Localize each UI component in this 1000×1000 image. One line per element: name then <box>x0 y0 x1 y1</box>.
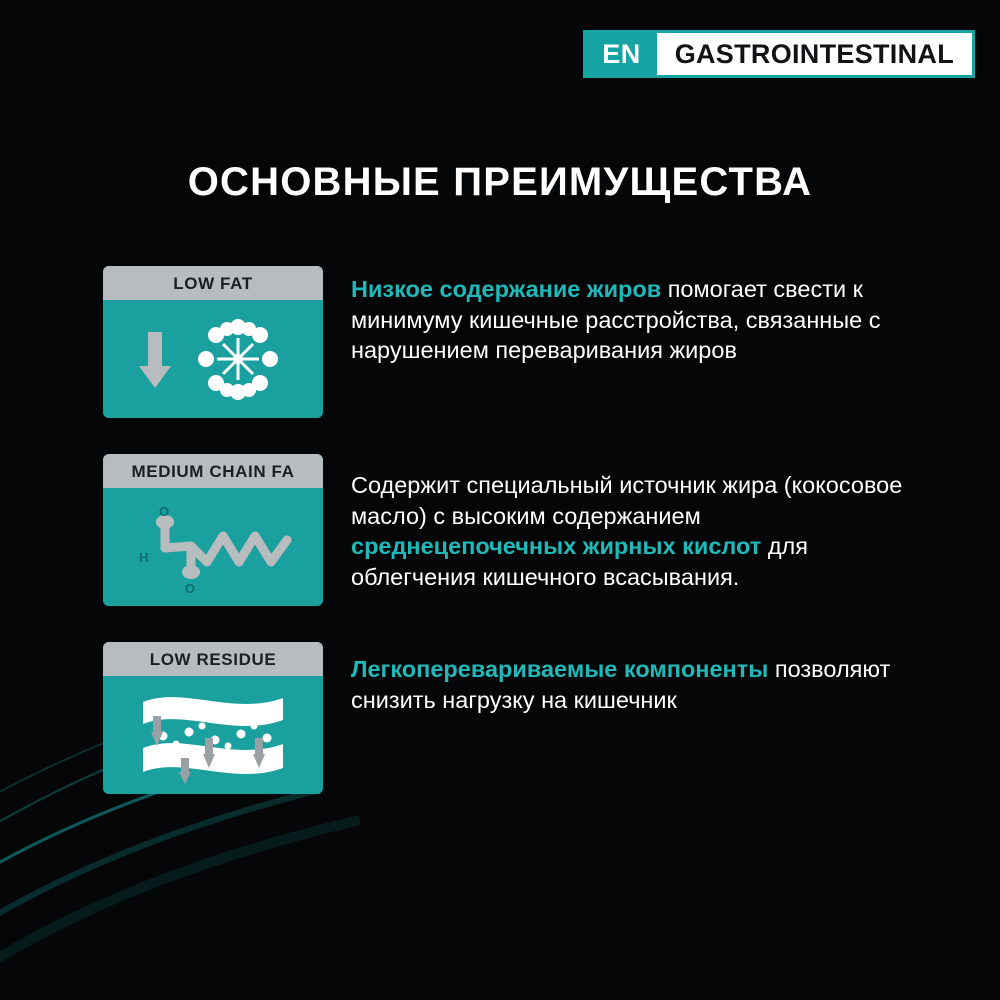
benefit-tile-medium-chain-fa <box>103 454 323 606</box>
chain-label-o-top: O <box>159 504 170 519</box>
benefit-tile-low-residue <box>103 642 323 794</box>
tile-label: LOW RESIDUE <box>103 642 323 676</box>
benefit-text <box>351 642 931 715</box>
tile-label: LOW FAT <box>103 266 323 300</box>
benefit-rest: для облегчения кишечного всасывания. <box>351 533 808 590</box>
benefit-highlight: Низкое содержание жиров <box>351 276 662 302</box>
benefit-rest: помогает свести к минимуму кишечные расстройства, связанные с нарушением переваривания жиров <box>351 276 881 364</box>
language-badge: EN <box>586 33 657 75</box>
page-title: ОСНОВНЫЕ ПРЕИМУЩЕСТВА <box>187 160 813 204</box>
benefit-rest: позволяют снизить нагрузку на кишечник <box>351 656 891 713</box>
header-badge <box>583 30 975 78</box>
benefit-highlight: Легкоперевариваемые компоненты <box>351 656 769 682</box>
tile-label: MEDIUM CHAIN FA <box>103 454 323 488</box>
list-item <box>103 642 933 794</box>
benefit-tile-low-fat <box>103 266 323 418</box>
benefit-text <box>351 266 931 366</box>
benefit-highlight: среднецепочечных жирных кислот <box>351 533 762 560</box>
low-residue-icon <box>103 676 323 794</box>
benefit-lead: Содержит специальный источник жира (кокосовое масло) с высоким содержанием <box>351 472 903 529</box>
category-badge: GASTROINTESTINAL <box>657 33 972 75</box>
chain-label-h: H <box>139 550 149 565</box>
fatty-acid-chain-icon <box>103 488 323 606</box>
benefits-list <box>103 266 933 830</box>
chain-label-o-bottom: O <box>185 581 196 596</box>
list-item <box>103 266 933 418</box>
low-fat-icon <box>103 300 323 418</box>
benefit-text <box>351 454 931 592</box>
list-item <box>103 454 933 606</box>
